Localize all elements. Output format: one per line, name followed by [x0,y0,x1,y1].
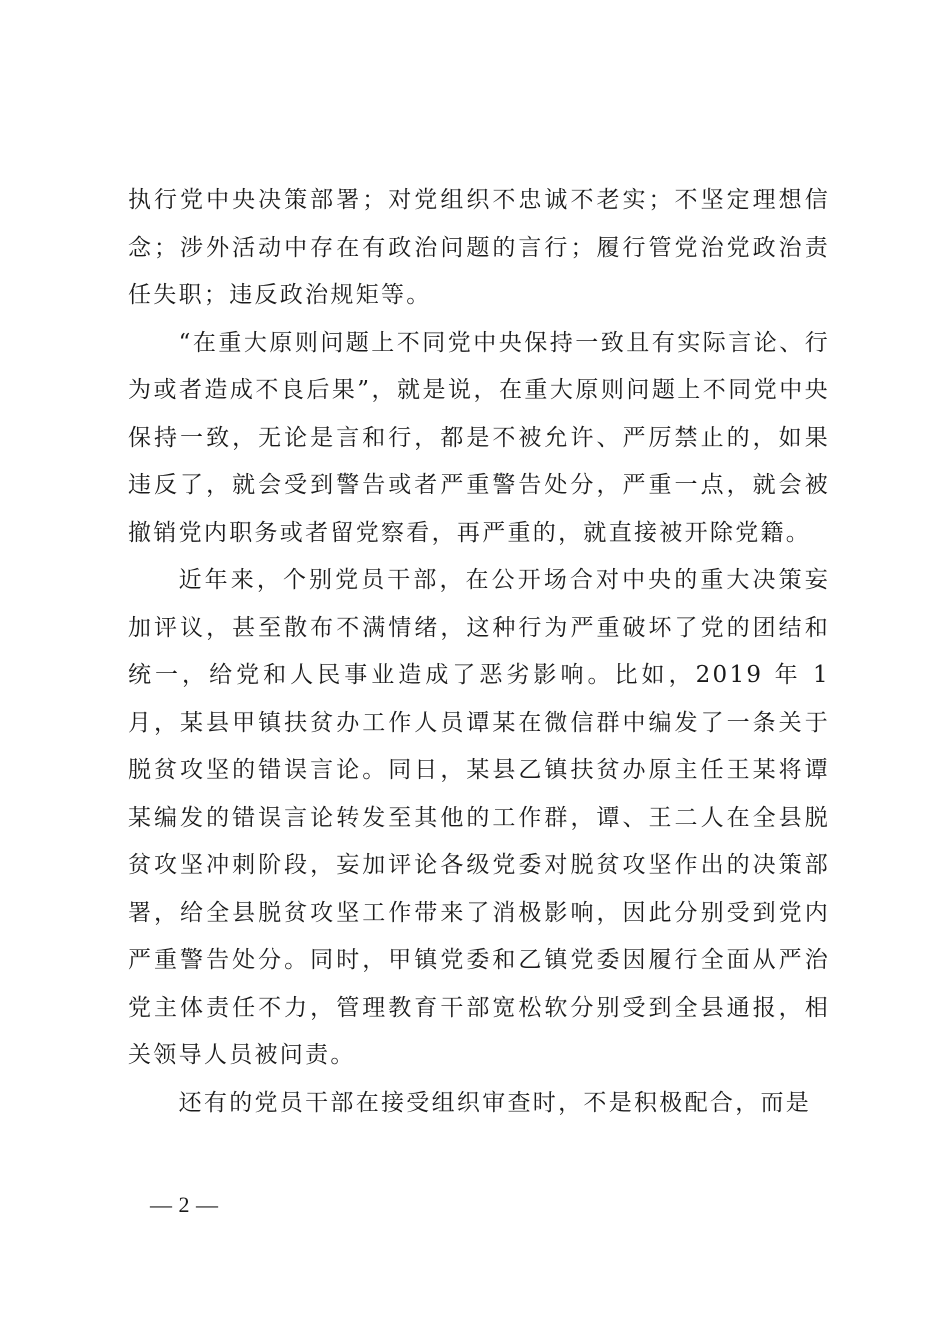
paragraph-continued: 执行党中央决策部署；对党组织不忠诚不老实；不坚定理想信念；涉外活动中存在有政治问题的言行；履行管党治党政治责任失职；违反政治规矩等。 [128,187,830,308]
document-body [128,177,830,1127]
paragraph-principle-definition: “在重大原则问题上不同党中央保持一致且有实际言论、行为或者造成不良后果”，就是说，在重大原则问题上不同党中央保持一致，无论是言和行，都是不被允许、严厉禁止的，如果违反了，就会受到警告或者严重警告处分，严重一点，就会被撤销党内职务或者留党察看，再严重的，就直接被开除党籍。 [128,329,830,546]
paragraph-case-example: 近年来，个别党员干部，在公开场合对中央的重大决策妄加评议，甚至散布不满情绪，这种行为严重破坏了党的团结和统一，给党和人民事业造成了恶劣影响。比如，2019 年 1 月，某县甲镇扶贫办工作人员谭某在微信群中编发了一条关于脱贫攻坚的错误言论。同日，某县乙镇扶贫办原主任王某将谭某编发的错误言论转发至其他的工作群，谭、王二人在全县脱贫攻坚冲刺阶段，妄加评论各级党委对脱贫攻坚作出的决策部署，给全县脱贫攻坚工作带来了消极影响，因此分别受到党内严重警告处分。同时，甲镇党委和乙镇党委因履行全面从严治党主体责任不力，管理教育干部宽松软分别受到全县通报，相关领导人员被问责。 [128,567,830,1068]
page-number: — 2 — [150,1192,219,1217]
paragraph-review-intro: 还有的党员干部在接受组织审查时，不是积极配合，而是 [178,1089,812,1116]
